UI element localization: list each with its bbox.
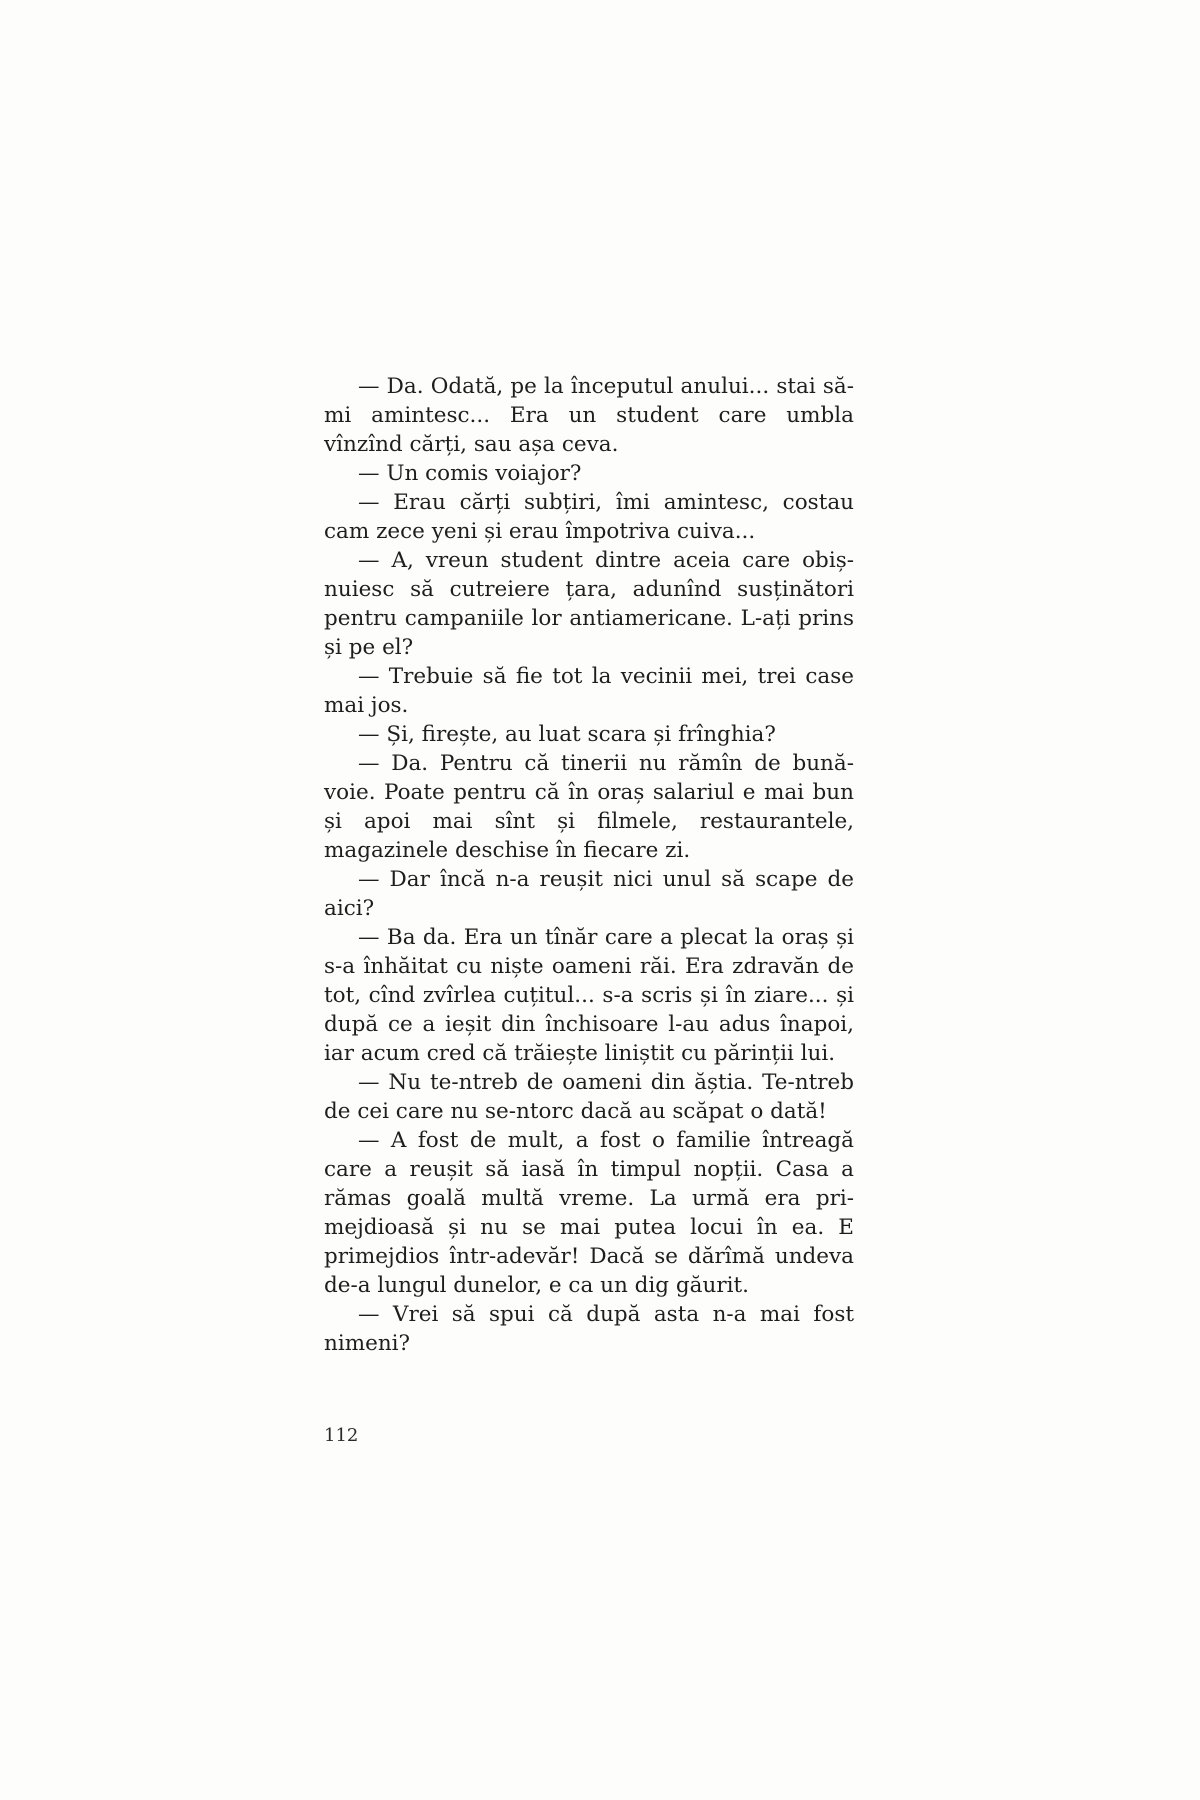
dialogue-paragraph: — Da. Odată, pe la începutul anului... stai să-mi amintesc... Era un student care umbla vînzînd cărți, sau așa ceva. xyxy=(324,374,854,457)
dialogue-paragraph: — Nu te-ntreb de oameni din ăștia. Te-ntreb de cei care nu se-ntorc dacă au scăpat o dată! xyxy=(324,1070,854,1124)
dialogue-paragraph: — Ba da. Era un tînăr care a plecat la oraș și s-a înhăitat cu niște oameni răi. Era zdravăn de tot, cînd zvîrlea cuțitul... s-a scris și în ziare... și după ce a ieșit din închisoare l-au adus înapoi, iar acum cred că trăiește liniștit cu părinții lui. xyxy=(324,925,854,1066)
dialogue-paragraph: — Vrei să spui că după asta n-a mai fost nimeni? xyxy=(324,1302,854,1356)
dialogue-paragraph: — Și, firește, au luat scara și frînghia? xyxy=(358,722,776,747)
dialogue-paragraph: — Trebuie să fie tot la vecinii mei, trei case mai jos. xyxy=(324,664,854,718)
dialogue-paragraph: — A fost de mult, a fost o familie întreagă care a reușit să iasă în timpul nopții. Casa a rămas goală multă vreme. La urmă era primejdioasă și nu se mai putea locui în ea. E primejdios într-adevăr! Dacă se dărîmă undeva de-a lungul dunelor, e ca un dig găurit. xyxy=(324,1128,854,1298)
dialogue-paragraph: — Dar încă n-a reușit nici unul să scape de aici? xyxy=(324,867,854,921)
dialogue-paragraph: — Un comis voiajor? xyxy=(358,461,582,486)
dialogue-paragraph: — Erau cărți subțiri, îmi amintesc, costau cam zece yeni și erau împotriva cuiva... xyxy=(324,490,854,544)
page-number: 112 xyxy=(324,1425,359,1446)
dialogue-paragraph: — A, vreun student dintre aceia care obișnuiesc să cutreiere țara, adunînd susținători pentru campaniile lor antiamericane. L-ați prins și pe el? xyxy=(324,548,854,660)
dialogue-paragraph: — Da. Pentru că tinerii nu rămîn de bunăvoie. Poate pentru că în oraș salariul e mai bun și apoi mai sînt și filmele, restaurantele, magazinele deschise în fiecare zi. xyxy=(324,751,854,863)
body-text xyxy=(324,372,854,1358)
